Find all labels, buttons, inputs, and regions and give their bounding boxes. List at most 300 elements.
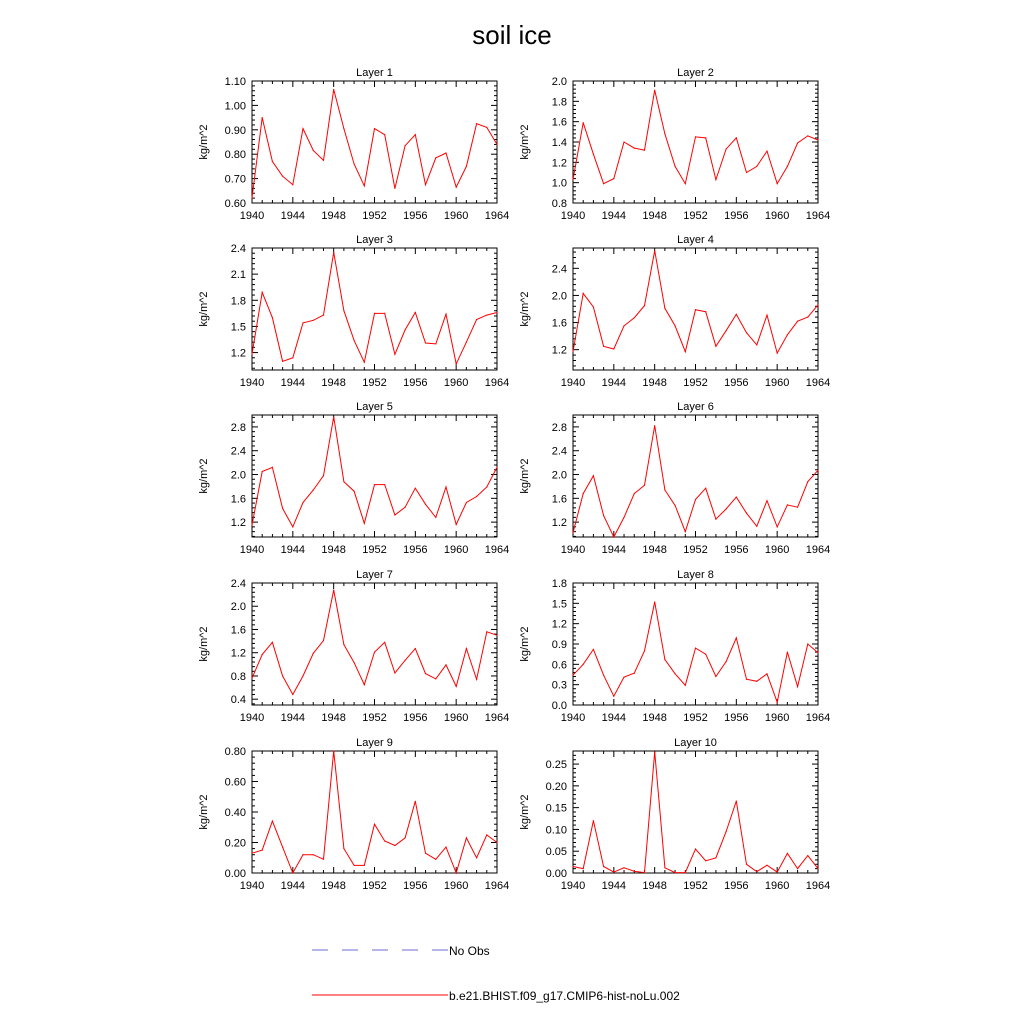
x-tick-label: 1960	[443, 544, 469, 556]
data-point	[675, 505, 676, 506]
x-tick-label: 1948	[321, 377, 346, 389]
y-tick-label: 2.4	[551, 263, 567, 276]
data-point	[343, 481, 344, 482]
data-point	[756, 526, 757, 527]
data-point	[333, 416, 334, 417]
data-point	[456, 524, 457, 525]
data-point	[654, 425, 655, 426]
data-point	[593, 475, 594, 476]
data-point	[486, 631, 487, 632]
data-point	[715, 179, 716, 180]
data-point	[664, 489, 665, 490]
y-tick-label: 0.40	[224, 807, 246, 819]
data-point	[623, 517, 624, 518]
series-line	[573, 426, 818, 537]
x-tick-label: 1948	[642, 544, 667, 556]
data-point	[726, 831, 727, 832]
panel-layer-1	[198, 67, 509, 222]
data-point	[644, 872, 645, 873]
x-tick-label: 1940	[560, 880, 586, 892]
data-point	[746, 864, 747, 865]
data-point	[354, 491, 355, 492]
data-point	[664, 133, 665, 134]
data-point	[476, 857, 477, 858]
data-point	[675, 166, 676, 167]
x-tick-label: 1964	[484, 544, 510, 556]
data-point	[787, 166, 788, 167]
y-tick-label: 0.70	[224, 173, 246, 186]
data-point	[766, 315, 767, 316]
data-point	[476, 319, 477, 320]
data-point	[807, 317, 808, 318]
y-tick-label: 2.8	[230, 421, 246, 434]
data-point	[262, 654, 263, 655]
panel-title: Layer 7	[356, 569, 393, 581]
y-axis-label: kg/m^2	[198, 626, 210, 662]
data-point	[817, 652, 818, 653]
y-tick-label: 2.4	[551, 445, 567, 458]
y-axis-label: kg/m^2	[519, 291, 531, 327]
x-tick-label: 1944	[280, 880, 306, 892]
x-tick-label: 1960	[443, 880, 469, 892]
data-point	[456, 686, 457, 687]
data-point	[726, 508, 727, 509]
panel-layer-8	[519, 569, 830, 724]
y-tick-label: 2.1	[230, 269, 246, 282]
panel-layer-9	[198, 737, 509, 892]
y-tick-label: 2.4	[230, 445, 246, 458]
y-tick-label: 0.25	[545, 759, 567, 772]
x-tick-label: 1956	[403, 210, 428, 222]
data-point	[695, 648, 696, 649]
data-point	[262, 850, 263, 851]
data-point	[664, 308, 665, 309]
x-tick-label: 1952	[362, 210, 387, 222]
y-tick-label: 2.8	[551, 421, 567, 434]
data-point	[695, 136, 696, 137]
data-point	[282, 176, 283, 177]
data-point	[634, 871, 635, 872]
x-tick-label: 1964	[805, 544, 831, 556]
data-point	[405, 329, 406, 330]
y-tick-label: 0.3	[551, 679, 567, 692]
data-point	[445, 314, 446, 315]
data-point	[695, 499, 696, 500]
x-tick-label: 1956	[403, 544, 428, 556]
data-point	[685, 872, 686, 873]
data-point	[583, 293, 584, 294]
panel-title: Layer 4	[677, 234, 714, 246]
data-point	[623, 867, 624, 868]
data-point	[726, 149, 727, 150]
data-point	[405, 145, 406, 146]
data-point	[817, 868, 818, 869]
data-point	[466, 837, 467, 838]
data-point	[695, 309, 696, 310]
data-point	[292, 184, 293, 185]
data-point	[705, 654, 706, 655]
series-line	[573, 752, 818, 873]
y-tick-label: 0.8	[230, 670, 246, 683]
panel-title: Layer 3	[356, 234, 393, 246]
data-point	[715, 676, 716, 677]
data-point	[384, 840, 385, 841]
data-point	[251, 354, 252, 355]
data-point	[613, 178, 614, 179]
data-point	[644, 485, 645, 486]
data-point	[726, 661, 727, 662]
data-point	[496, 312, 497, 313]
series-line	[252, 417, 497, 527]
x-tick-label: 1964	[805, 377, 831, 389]
data-point	[292, 872, 293, 873]
x-tick-label: 1944	[280, 712, 306, 724]
data-point	[715, 346, 716, 347]
data-point	[282, 675, 283, 676]
data-point	[313, 653, 314, 654]
x-tick-label: 1944	[601, 712, 627, 724]
panel-layer-10	[519, 737, 830, 892]
x-tick-label: 1944	[280, 544, 306, 556]
y-tick-label: 0.6	[551, 659, 567, 672]
data-point	[777, 353, 778, 354]
data-point	[603, 675, 604, 676]
data-point	[343, 644, 344, 645]
y-tick-label: 0.80	[224, 149, 246, 162]
x-tick-label: 1956	[724, 377, 749, 389]
y-tick-label: 0.80	[224, 746, 246, 758]
y-tick-label: 0.00	[224, 868, 246, 880]
data-point	[496, 842, 497, 843]
x-tick-label: 1960	[764, 544, 790, 556]
x-tick-label: 1956	[403, 712, 428, 724]
panel-title: Layer 6	[677, 401, 714, 413]
y-tick-label: 1.10	[224, 76, 246, 88]
data-point	[394, 672, 395, 673]
y-tick-label: 2.0	[551, 469, 567, 482]
x-tick-label: 1956	[724, 880, 749, 892]
data-point	[251, 678, 252, 679]
y-tick-label: 0.10	[545, 824, 567, 837]
data-point	[572, 866, 573, 867]
data-point	[364, 523, 365, 524]
data-point	[374, 824, 375, 825]
y-tick-label: 1.2	[551, 157, 567, 170]
x-tick-label: 1952	[683, 880, 708, 892]
y-axis-label: kg/m^2	[519, 626, 531, 662]
data-point	[613, 348, 614, 349]
data-point	[766, 500, 767, 501]
x-tick-label: 1956	[724, 712, 749, 724]
data-point	[251, 198, 252, 199]
data-point	[756, 871, 757, 872]
data-point	[384, 134, 385, 135]
data-point	[313, 150, 314, 151]
panel-title: Layer 10	[674, 737, 717, 749]
x-tick-label: 1952	[362, 712, 387, 724]
data-point	[685, 183, 686, 184]
plot-frame	[573, 81, 818, 203]
data-point	[394, 514, 395, 515]
series-line	[573, 602, 818, 702]
data-point	[364, 362, 365, 363]
x-tick-label: 1960	[764, 210, 790, 222]
y-axis-label: kg/m^2	[198, 291, 210, 327]
data-point	[572, 179, 573, 180]
y-tick-label: 1.6	[551, 116, 567, 129]
x-tick-label: 1944	[280, 210, 306, 222]
data-point	[374, 313, 375, 314]
data-point	[634, 148, 635, 149]
data-point	[705, 860, 706, 861]
data-point	[313, 320, 314, 321]
data-point	[282, 847, 283, 848]
data-point	[623, 677, 624, 678]
series-line	[252, 90, 497, 199]
panel-layer-4	[519, 234, 830, 389]
data-point	[583, 493, 584, 494]
data-point	[445, 486, 446, 487]
y-axis-label: kg/m^2	[198, 458, 210, 494]
data-point	[685, 531, 686, 532]
data-point	[736, 637, 737, 638]
data-point	[425, 342, 426, 343]
data-point	[354, 163, 355, 164]
y-axis-label: kg/m^2	[198, 124, 210, 160]
x-tick-label: 1964	[484, 880, 510, 892]
data-point	[425, 184, 426, 185]
data-point	[272, 161, 273, 162]
data-point	[634, 493, 635, 494]
x-tick-label: 1948	[642, 880, 667, 892]
data-point	[715, 519, 716, 520]
panel-layer-2	[519, 67, 830, 222]
data-point	[787, 853, 788, 854]
data-point	[292, 357, 293, 358]
data-point	[685, 351, 686, 352]
data-point	[282, 508, 283, 509]
data-point	[603, 515, 604, 516]
x-tick-label: 1952	[683, 377, 708, 389]
data-point	[736, 314, 737, 315]
data-point	[435, 678, 436, 679]
x-tick-label: 1960	[764, 377, 790, 389]
data-point	[282, 361, 283, 362]
data-point	[777, 702, 778, 703]
data-point	[476, 123, 477, 124]
y-tick-label: 1.6	[230, 493, 246, 506]
y-tick-label: 0.05	[545, 846, 567, 859]
data-point	[302, 322, 303, 323]
y-tick-label: 2.4	[230, 578, 246, 590]
data-point	[262, 117, 263, 118]
data-point	[364, 185, 365, 186]
data-point	[726, 330, 727, 331]
y-tick-label: 1.4	[551, 137, 567, 149]
y-tick-label: 1.2	[230, 517, 246, 530]
data-point	[343, 128, 344, 129]
data-point	[675, 325, 676, 326]
panel-title: Layer 2	[677, 67, 714, 79]
data-point	[583, 664, 584, 665]
data-point	[777, 526, 778, 527]
panel-layer-7	[198, 569, 509, 724]
data-point	[272, 821, 273, 822]
data-point	[384, 313, 385, 314]
series-line	[573, 251, 818, 353]
data-point	[623, 325, 624, 326]
x-tick-label: 1948	[321, 544, 346, 556]
data-point	[415, 488, 416, 489]
y-tick-label: 0.15	[545, 802, 567, 815]
data-point	[583, 868, 584, 869]
data-point	[425, 853, 426, 854]
data-point	[354, 340, 355, 341]
data-point	[807, 643, 808, 644]
data-point	[572, 351, 573, 352]
x-tick-label: 1960	[443, 377, 469, 389]
data-point	[435, 157, 436, 158]
x-tick-label: 1956	[403, 377, 428, 389]
data-point	[251, 525, 252, 526]
data-point	[445, 664, 446, 665]
x-tick-label: 1944	[601, 377, 627, 389]
y-tick-label: 0.20	[545, 780, 567, 793]
x-tick-label: 1952	[683, 210, 708, 222]
x-tick-label: 1940	[560, 712, 586, 724]
y-tick-label: 1.2	[551, 618, 567, 631]
series-line	[252, 751, 497, 873]
data-point	[613, 872, 614, 873]
data-point	[756, 681, 757, 682]
data-point	[466, 166, 467, 167]
data-point	[756, 166, 757, 167]
data-point	[405, 660, 406, 661]
x-tick-label: 1964	[484, 377, 510, 389]
data-point	[766, 151, 767, 152]
data-point	[333, 252, 334, 253]
data-point	[593, 306, 594, 307]
y-tick-label: 2.0	[230, 601, 246, 614]
data-point	[634, 673, 635, 674]
data-point	[746, 332, 747, 333]
legend	[312, 944, 680, 1003]
data-point	[272, 317, 273, 318]
data-point	[435, 517, 436, 518]
plot-frame	[573, 248, 818, 370]
data-point	[302, 128, 303, 129]
data-point	[333, 89, 334, 90]
data-point	[374, 128, 375, 129]
data-point	[323, 160, 324, 161]
data-point	[272, 642, 273, 643]
x-tick-label: 1960	[764, 712, 790, 724]
y-tick-label: 1.2	[230, 647, 246, 660]
x-tick-label: 1940	[239, 712, 265, 724]
data-point	[644, 650, 645, 651]
data-point	[695, 848, 696, 849]
data-point	[817, 470, 818, 471]
data-point	[415, 801, 416, 802]
data-point	[664, 867, 665, 868]
data-point	[715, 857, 716, 858]
data-point	[817, 304, 818, 305]
x-tick-label: 1940	[560, 544, 586, 556]
panel-layer-3	[198, 234, 509, 389]
data-point	[374, 652, 375, 653]
data-point	[766, 865, 767, 866]
y-tick-label: 0.60	[224, 776, 246, 789]
data-point	[797, 142, 798, 143]
data-point	[435, 343, 436, 344]
data-point	[374, 484, 375, 485]
y-tick-label: 1.8	[551, 96, 567, 109]
data-point	[654, 751, 655, 752]
data-point	[797, 868, 798, 869]
y-tick-label: 1.5	[551, 598, 567, 611]
y-tick-label: 1.8	[551, 578, 567, 590]
y-tick-label: 2.0	[551, 76, 567, 88]
data-point	[302, 675, 303, 676]
data-point	[486, 315, 487, 316]
data-point	[797, 507, 798, 508]
data-point	[817, 139, 818, 140]
plot-frame	[252, 81, 497, 203]
y-tick-label: 2.4	[230, 243, 246, 255]
data-point	[292, 694, 293, 695]
data-point	[262, 471, 263, 472]
x-tick-label: 1944	[601, 880, 627, 892]
data-point	[496, 144, 497, 145]
x-tick-label: 1940	[239, 210, 265, 222]
plot-frame	[573, 583, 818, 705]
data-point	[445, 847, 446, 848]
y-tick-label: 1.5	[230, 321, 246, 334]
data-point	[675, 872, 676, 873]
x-tick-label: 1948	[642, 712, 667, 724]
data-point	[496, 635, 497, 636]
panel-title: Layer 1	[356, 67, 393, 79]
panel-layer-5	[198, 401, 509, 556]
data-point	[685, 685, 686, 686]
data-point	[486, 834, 487, 835]
x-tick-label: 1952	[362, 377, 387, 389]
data-point	[583, 122, 584, 123]
x-tick-label: 1940	[239, 880, 265, 892]
data-point	[343, 848, 344, 849]
x-tick-label: 1948	[642, 210, 667, 222]
x-tick-label: 1948	[642, 377, 667, 389]
data-point	[787, 334, 788, 335]
x-tick-label: 1948	[321, 210, 346, 222]
y-tick-label: 0.60	[224, 198, 246, 210]
panel-title: Layer 5	[356, 401, 393, 413]
data-point	[405, 507, 406, 508]
data-point	[705, 488, 706, 489]
data-point	[654, 250, 655, 251]
y-axis-label: kg/m^2	[519, 124, 531, 160]
data-point	[384, 642, 385, 643]
y-tick-label: 1.2	[551, 517, 567, 530]
data-point	[333, 750, 334, 751]
y-tick-label: 0.90	[224, 124, 246, 137]
y-tick-label: 1.6	[551, 493, 567, 506]
x-tick-label: 1940	[560, 377, 586, 389]
legend-series-label: b.e21.BHIST.f09_g17.CMIP6-hist-noLu.002	[449, 989, 680, 1003]
y-tick-label: 1.6	[551, 317, 567, 330]
data-point	[425, 673, 426, 674]
data-point	[593, 154, 594, 155]
